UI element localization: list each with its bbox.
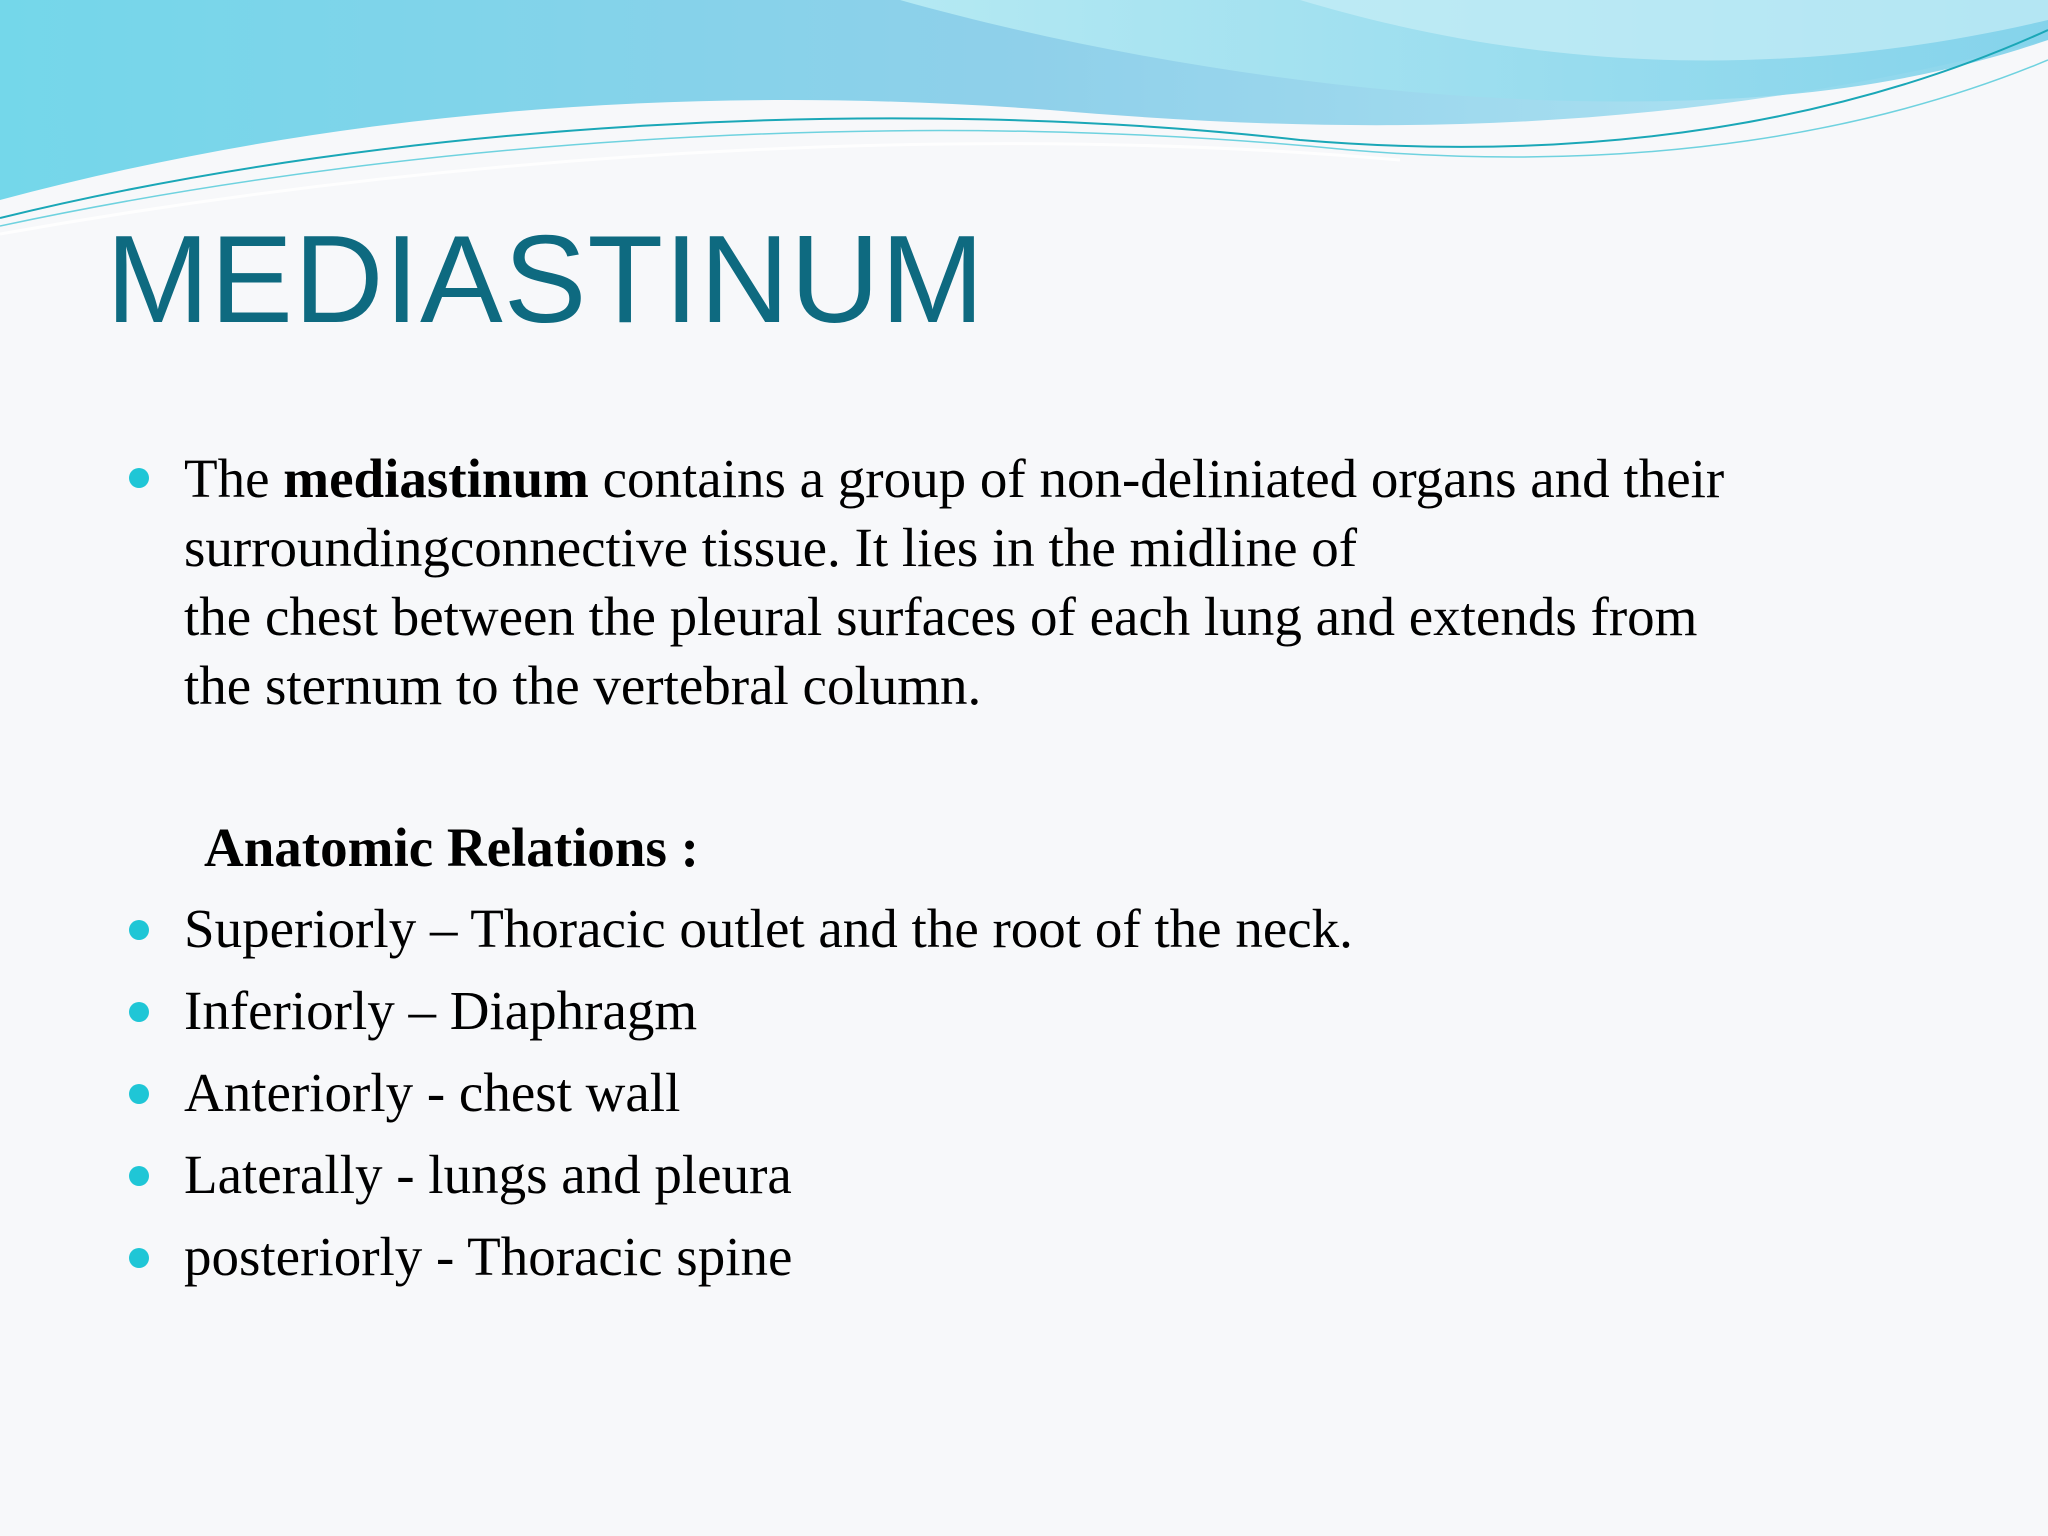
slide-title: MEDIASTINUM [106,211,985,349]
bullet-icon [129,1084,149,1104]
intro-line-3: the chest between the pleural surfaces of each lung and extends from [184,586,1698,647]
bullet-icon [129,1002,149,1022]
intro-line1-rest: contains a group of non-deliniated organs and their [588,448,1725,509]
relations-heading: Anatomic Relations : [204,817,699,878]
intro-line-4: the sternum to the vertebral column. [184,655,982,716]
relation-item-posterior: posteriorly - Thoracic spine [184,1226,793,1287]
intro-line-1 [184,444,1964,513]
bullet-icon [129,468,149,488]
intro-prefix: The [184,448,284,509]
bullet-icon [129,920,149,940]
bullet-icon [129,1166,149,1186]
relation-item-anterior: Anteriorly - chest wall [184,1062,681,1123]
relation-item-lateral: Laterally - lungs and pleura [184,1144,792,1205]
intro-term: mediastinum [283,448,589,509]
relation-item-superior: Superiorly – Thoracic outlet and the root of the neck. [184,898,1353,959]
intro-paragraph [184,444,1964,720]
relation-item-inferior: Inferiorly – Diaphragm [184,980,698,1041]
bullet-icon [129,1248,149,1268]
intro-line-2: surroundingconnective tissue. It lies in the midline of [184,517,1358,578]
